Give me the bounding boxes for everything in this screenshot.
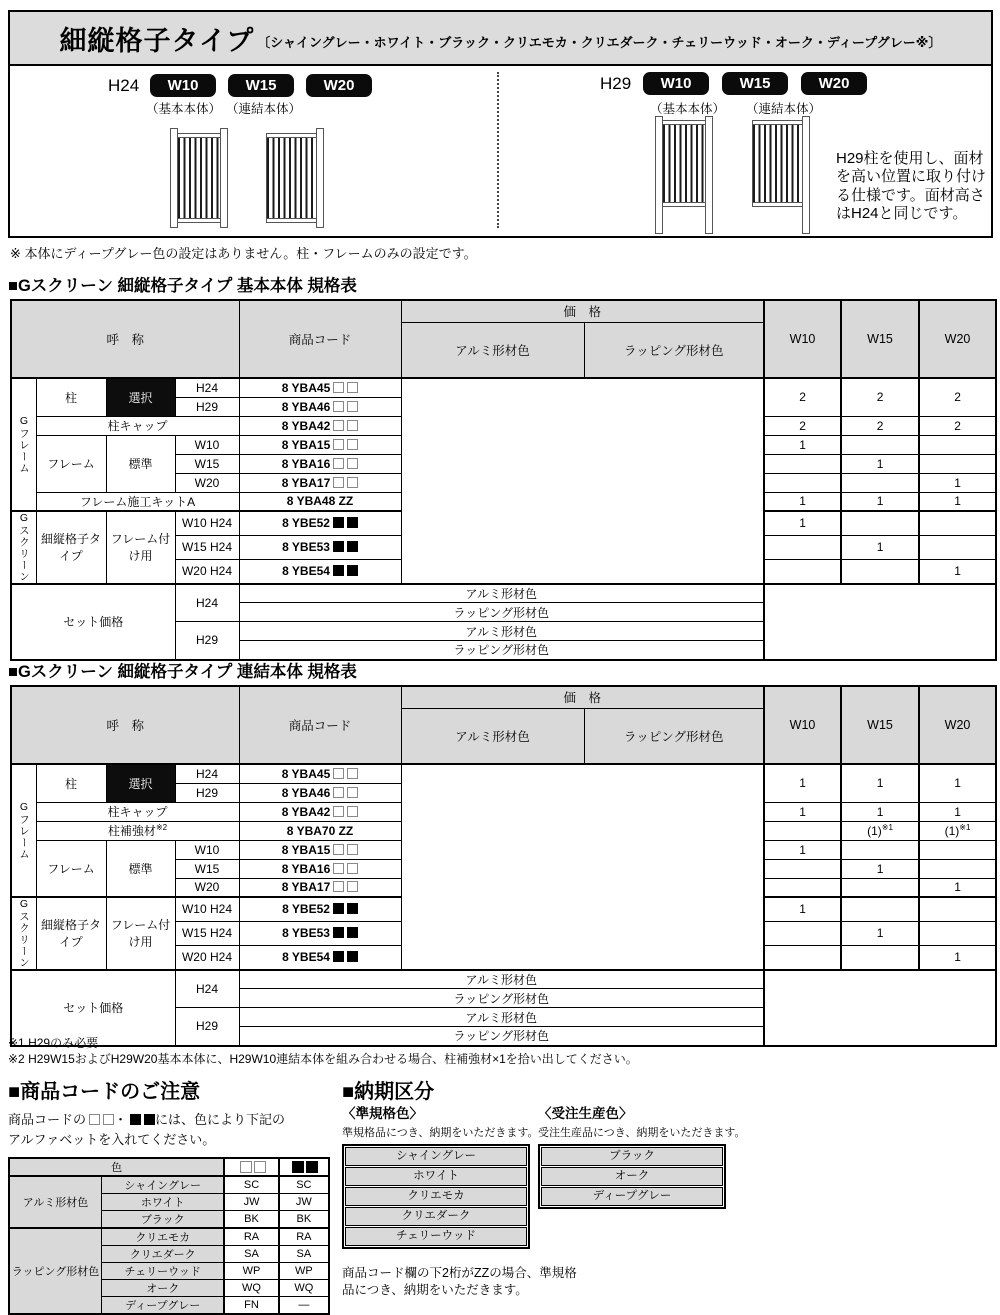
color-code-box-outline-icon (347, 806, 358, 817)
qty-cell: $(1)^{※1}$ (919, 821, 996, 840)
product-code-cell: 8 YBA15 (239, 840, 401, 859)
product-code-cell: 8 YBE53 (239, 535, 401, 559)
product-code-cell: 8 YBA70 ZZ (239, 821, 401, 840)
color-code-box-outline-icon (347, 439, 358, 450)
color-code: WP (224, 1263, 278, 1280)
color-code-box-filled-icon (333, 517, 344, 528)
size-cell: H29 (175, 397, 239, 416)
qty-cell: 2 (919, 416, 996, 435)
qty-cell-empty (841, 473, 919, 492)
size-cell: H24 (175, 378, 239, 397)
color-code-box-filled-icon (347, 927, 358, 938)
set-price-aluminum-row: アルミ形材色 (239, 584, 764, 603)
product-code-cell: 8 YBA45 (239, 378, 401, 397)
qty-cell-empty (764, 821, 841, 840)
color-name: チェリーウッド (102, 1263, 225, 1280)
color-code-box-outline-icon (333, 863, 344, 874)
product-code-cell: 8 YBA42 (239, 802, 401, 821)
color-code: SA (279, 1246, 329, 1263)
color-code-box-outline-icon (347, 787, 358, 798)
qty-cell: 1 (764, 802, 841, 821)
color-code: JW (224, 1194, 278, 1211)
set-price-h24: H24 (175, 970, 239, 1008)
set-price-wrapping-row: ラッピング形材色 (239, 603, 764, 622)
fence-lattice (266, 138, 317, 218)
qty-cell: 1 (919, 764, 996, 802)
product-code-cell: 8 YBA46 (239, 783, 401, 802)
set-price-h24: H24 (175, 584, 239, 622)
color-code: RA (224, 1228, 278, 1246)
color-code-box-outline-icon (333, 844, 344, 855)
diagram-area (10, 66, 991, 234)
group-gframe: Gフレーム (11, 378, 36, 511)
color-code-box-outline-icon (89, 1114, 100, 1125)
qty-cell: 1 (841, 921, 919, 945)
color-code-box-filled-icon (347, 903, 358, 914)
code-notice-title: ■商品コードのご注意 (8, 1081, 201, 1103)
qty-cell-empty (841, 897, 919, 921)
fence-post (802, 116, 810, 234)
footnote-2: ※2 H29W15およびH29W20基本本体に、H29W10連結本体を組み合わせる場合、柱補強材×1を拾い出してください。 (8, 1052, 638, 1066)
size-cell: W20 H24 (175, 945, 239, 969)
row-name-screen: 細縦格子タイプ (36, 897, 106, 970)
qty-cell-empty (919, 897, 996, 921)
w15-badge: W15 (228, 74, 294, 97)
w15-badge: W15 (722, 72, 788, 95)
product-code-cell: 8 YBE54 (239, 559, 401, 583)
set-price-blank-right (764, 584, 996, 660)
qty-cell: 1 (919, 945, 996, 969)
size-cell: W15 H24 (175, 921, 239, 945)
qty-cell: 2 (764, 378, 841, 416)
qty-cell: 1 (841, 535, 919, 559)
row-name-post-cap: 柱キャップ (36, 416, 239, 435)
row-name-post-reinforce: 柱補強材$^{※2}$ (36, 821, 239, 840)
color-code-table (8, 1157, 330, 1315)
color-code: FN (224, 1297, 278, 1315)
price-blank-area (401, 378, 764, 584)
qty-cell-empty (919, 511, 996, 535)
row-name-frame: フレーム (36, 840, 106, 897)
product-code-cell: 8 YBA17 (239, 473, 401, 492)
qty-cell-empty (919, 454, 996, 473)
h29-joint-fence-drawing (752, 116, 810, 234)
color-code-box-outline-icon (333, 458, 344, 469)
fence-rail (752, 202, 803, 207)
size-cell: W20 (175, 473, 239, 492)
qty-cell: 1 (841, 802, 919, 821)
color-code-box-outline-icon (347, 477, 358, 488)
basic-body-caption: （基本本体） (146, 102, 222, 116)
color-list-item: クリエモカ (345, 1187, 527, 1206)
color-list-item: オーク (541, 1167, 723, 1186)
fence-rail (662, 202, 706, 207)
qty-cell: 1 (841, 492, 919, 511)
size-cell: W10 (175, 840, 239, 859)
qty-cell: 1 (764, 511, 841, 535)
color-code: SC (224, 1176, 278, 1194)
color-name: クリエダーク (102, 1246, 225, 1263)
color-code-box-outline-icon (333, 420, 344, 431)
qty-cell: 2 (764, 416, 841, 435)
col-header-price: 価 格 (401, 300, 764, 322)
color-code-box-outline-icon (333, 768, 344, 779)
set-price-aluminum-row: アルミ形材色 (239, 1008, 764, 1027)
color-code: WQ (279, 1280, 329, 1297)
qty-cell-empty (841, 435, 919, 454)
qty-cell: 2 (919, 378, 996, 416)
qty-cell-empty (919, 921, 996, 945)
qty-cell-empty (841, 878, 919, 897)
qty-cell-empty (841, 559, 919, 583)
h29-description: H29柱を使用し、面材を高い位置に取り付ける仕様です。面材高さはH24と同じです。 (836, 150, 987, 222)
color-code-box-outline-icon (333, 881, 344, 892)
frame-type: 標準 (106, 840, 175, 897)
w10-badge: W10 (643, 72, 709, 95)
basic-body-caption: （基本本体） (650, 102, 726, 116)
qty-cell: 2 (841, 416, 919, 435)
delivery-category-section (342, 1075, 992, 1297)
fence-post (705, 116, 713, 234)
qty-cell: 1 (919, 492, 996, 511)
set-price-aluminum-row: アルミ形材色 (239, 970, 764, 989)
color-code-box-outline-icon (333, 401, 344, 412)
color-name: オーク (102, 1280, 225, 1297)
w20-badge: W20 (306, 74, 372, 97)
size-cell: W15 (175, 454, 239, 473)
semi-standard-desc: 準規格品につき、納期をいただきます。 (342, 1127, 539, 1139)
qty-cell: 1 (841, 764, 919, 802)
qty-cell-empty (919, 840, 996, 859)
color-code-box-outline-icon (333, 806, 344, 817)
product-code-cell: 8 YBE54 (239, 945, 401, 969)
code-notice-text: 商品コードの ・ には、色により下記の アルファベットを入れてください。 (8, 1112, 286, 1147)
size-cell: W10 H24 (175, 897, 239, 921)
qty-cell: 1 (919, 559, 996, 583)
col-header-price: 価 格 (401, 686, 764, 708)
color-code-box-outline-icon (240, 1161, 252, 1173)
qty-cell: 1 (764, 764, 841, 802)
color-code-box-outline-icon (347, 382, 358, 393)
color-code-box-filled-icon (333, 927, 344, 938)
color-code: BK (279, 1211, 329, 1229)
product-code-cell: 8 YBA48 ZZ (239, 492, 401, 511)
product-code-cell: 8 YBA15 (239, 435, 401, 454)
joint-spec-table (10, 685, 997, 1047)
color-code-box-filled-icon (347, 541, 358, 552)
color-code-box-filled-icon (306, 1161, 318, 1173)
h24-joint-fence-drawing (266, 128, 324, 228)
screen-mount-type: フレーム付け用 (106, 511, 175, 584)
col-header-w15: W15 (841, 300, 919, 378)
qty-cell: $(1)^{※1}$ (841, 821, 919, 840)
col-header-w20: W20 (919, 686, 996, 764)
color-code: SA (224, 1246, 278, 1263)
color-list-item: チェリーウッド (345, 1227, 527, 1246)
row-name-frame-kit: フレーム施工キットA (36, 492, 239, 511)
size-cell: W15 (175, 859, 239, 878)
set-price-aluminum-row: アルミ形材色 (239, 622, 764, 641)
qty-cell-empty (764, 878, 841, 897)
qty-cell-empty (919, 535, 996, 559)
qty-cell: 1 (764, 492, 841, 511)
color-code: WQ (224, 1280, 278, 1297)
col-header-name: 呼 称 (11, 300, 239, 378)
qty-cell: 1 (841, 454, 919, 473)
product-code-cell: 8 YBA16 (239, 454, 401, 473)
product-code-cell: 8 YBA16 (239, 859, 401, 878)
group-wrapping: ラッピング形材色 (9, 1228, 102, 1314)
size-cell: W10 H24 (175, 511, 239, 535)
filled-boxes-header (279, 1158, 329, 1176)
color-name: シャイングレー (102, 1176, 225, 1194)
color-code-box-outline-icon (333, 787, 344, 798)
color-code-box-outline-icon (347, 458, 358, 469)
set-price-blank-right (764, 970, 996, 1046)
color-code: SC (279, 1176, 329, 1194)
color-code-box-outline-icon (333, 477, 344, 488)
col-header-wrapping-color: ラッピング形材色 (584, 708, 764, 764)
fence-lattice (752, 125, 803, 202)
color-list-item: ディープグレー (541, 1187, 723, 1206)
qty-cell: 1 (764, 897, 841, 921)
qty-cell-empty (841, 840, 919, 859)
qty-cell: 1 (919, 802, 996, 821)
color-name: ブラック (102, 1211, 225, 1229)
color-code-box-filled-icon (333, 565, 344, 576)
qty-cell-empty (764, 454, 841, 473)
color-code-box-filled-icon (333, 541, 344, 552)
outline-boxes-header (224, 1158, 278, 1176)
qty-cell: 1 (764, 840, 841, 859)
dotted-divider (497, 72, 499, 228)
group-aluminum: アルミ形材色 (9, 1176, 102, 1228)
color-code-box-outline-icon (347, 401, 358, 412)
made-to-order-label: 〈受注生産色〉 (538, 1106, 633, 1121)
qty-cell: 2 (841, 378, 919, 416)
color-code-box-filled-icon (333, 903, 344, 914)
qty-cell: 1 (764, 435, 841, 454)
qty-cell-empty (764, 859, 841, 878)
product-code-cell: 8 YBA17 (239, 878, 401, 897)
color-code-box-filled-icon (130, 1114, 141, 1125)
col-header-code: 商品コード (239, 300, 401, 378)
qty-cell-empty (764, 559, 841, 583)
color-code-box-filled-icon (347, 565, 358, 576)
product-title-bar (10, 12, 991, 66)
qty-cell: 1 (841, 859, 919, 878)
fence-rail (266, 218, 317, 223)
h24-basic-fence-drawing (170, 128, 228, 228)
size-cell: W20 H24 (175, 559, 239, 583)
color-code-box-filled-icon (347, 517, 358, 528)
col-header-wrapping-color: ラッピング形材色 (584, 322, 764, 378)
color-code-box-outline-icon (254, 1161, 266, 1173)
basic-spec-table-title: ■Gスクリーン 細縦格子タイプ 基本本体 規格表 (8, 277, 357, 295)
qty-cell-empty (764, 945, 841, 969)
semi-standard-color-column (342, 1102, 577, 1297)
product-code-cell: 8 YBA46 (239, 397, 401, 416)
col-header-name: 呼 称 (11, 686, 239, 764)
color-code-box-outline-icon (347, 863, 358, 874)
fence-lattice (662, 125, 706, 202)
color-code: — (279, 1297, 329, 1315)
color-list-item: クリエダーク (345, 1207, 527, 1226)
color-name: ホワイト (102, 1194, 225, 1211)
product-code-cell: 8 YBE52 (239, 897, 401, 921)
color-code-box-filled-icon (333, 951, 344, 962)
joint-spec-table-title: ■Gスクリーン 細縦格子タイプ 連結本体 規格表 (8, 663, 357, 681)
color-name: クリエモカ (102, 1228, 225, 1246)
color-code-box-outline-icon (347, 420, 358, 431)
qty-cell-empty (841, 511, 919, 535)
screen-mount-type: フレーム付け用 (106, 897, 175, 970)
price-blank-area (401, 764, 764, 970)
product-overview-panel (8, 10, 993, 238)
semi-standard-label: 〈準規格色〉 (342, 1106, 423, 1121)
size-cell: W10 (175, 435, 239, 454)
row-name-post-cap: 柱キャップ (36, 802, 239, 821)
group-gscreen: Gスクリーン (11, 897, 36, 970)
made-to-order-color-column (538, 1102, 746, 1209)
set-price-wrapping-row: ラッピング形材色 (239, 989, 764, 1008)
qty-cell-empty (764, 535, 841, 559)
row-name-post: 柱 (36, 764, 106, 802)
color-code: RA (279, 1228, 329, 1246)
fence-rail (177, 218, 221, 223)
product-code-cell: 8 YBA42 (239, 416, 401, 435)
color-code-box-outline-icon (333, 382, 344, 393)
set-price-h29: H29 (175, 1008, 239, 1046)
size-cell: W15 H24 (175, 535, 239, 559)
color-list-item: シャイングレー (345, 1147, 527, 1166)
product-code-cell: 8 YBE53 (239, 921, 401, 945)
set-price-wrapping-row: ラッピング形材色 (239, 641, 764, 660)
col-header-code: 商品コード (239, 686, 401, 764)
color-code-box-filled-icon (347, 951, 358, 962)
w10-badge: W10 (150, 74, 216, 97)
color-name: ディープグレー (102, 1297, 225, 1315)
set-price-label: セット価格 (11, 970, 175, 1046)
color-header: 色 (9, 1158, 224, 1176)
color-code: BK (224, 1211, 278, 1229)
h29-label: H29 (600, 74, 632, 93)
h24-label: H24 (108, 76, 140, 95)
qty-cell-empty (764, 473, 841, 492)
row-name-post: 柱 (36, 378, 106, 416)
group-gscreen: Gスクリーン (11, 511, 36, 584)
group-gframe: Gフレーム (11, 764, 36, 897)
select-badge: 選択 (106, 378, 175, 416)
h29-basic-fence-drawing (655, 116, 713, 234)
deep-gray-note: ※ 本体にディープグレー色の設定はありません。柱・フレームのみの設定です。 (10, 246, 477, 261)
qty-cell-empty (764, 921, 841, 945)
qty-cell-empty (841, 945, 919, 969)
col-header-aluminum-color: アルミ形材色 (401, 322, 584, 378)
set-price-h29: H29 (175, 622, 239, 660)
size-cell: H29 (175, 783, 239, 802)
select-badge: 選択 (106, 764, 175, 802)
zz-code-note: 商品コード欄の下2桁がZZの場合、準規格品につき、納期をいただきます。 (342, 1266, 577, 1297)
made-to-order-desc: 受注生産品につき、納期をいただきます。 (538, 1127, 746, 1139)
color-list-item: ホワイト (345, 1167, 527, 1186)
product-color-list: 〔シャイングレー・ホワイト・ブラック・クリエモカ・クリエダーク・チェリーウッド・オーク・ディープグレー※〕 (257, 34, 942, 50)
qty-cell-empty (919, 859, 996, 878)
delivery-title: ■納期区分 (342, 1081, 435, 1103)
fence-lattice (177, 138, 221, 218)
fence-post (316, 128, 324, 228)
color-code-box-outline-icon (347, 768, 358, 779)
color-code-box-outline-icon (347, 844, 358, 855)
col-header-aluminum-color: アルミ形材色 (401, 708, 584, 764)
frame-type: 標準 (106, 435, 175, 492)
set-price-label: セット価格 (11, 584, 175, 660)
joint-body-caption: （連結本体） (746, 102, 822, 116)
col-header-w10: W10 (764, 300, 841, 378)
product-code-cell: 8 YBE52 (239, 511, 401, 535)
product-type-title: 細縦格子タイプ (59, 25, 255, 56)
color-code-box-filled-icon (292, 1161, 304, 1173)
joint-body-caption: （連結本体） (226, 102, 302, 116)
w20-badge: W20 (801, 72, 867, 95)
qty-cell: 1 (919, 878, 996, 897)
made-to-order-color-list (538, 1144, 726, 1209)
color-code-box-outline-icon (333, 439, 344, 450)
color-code-box-outline-icon (347, 881, 358, 892)
color-code-box-outline-icon (103, 1114, 114, 1125)
color-code: JW (279, 1194, 329, 1211)
semi-standard-color-list (342, 1144, 530, 1249)
qty-cell-empty (919, 435, 996, 454)
set-price-wrapping-row: ラッピング形材色 (239, 1027, 764, 1046)
footnote-1: ※1 H29のみ必要 (8, 1036, 99, 1050)
size-cell: W20 (175, 878, 239, 897)
fence-post (220, 128, 228, 228)
qty-cell: 1 (919, 473, 996, 492)
product-code-notice-section (8, 1075, 338, 1315)
col-header-w15: W15 (841, 686, 919, 764)
row-name-frame: フレーム (36, 435, 106, 492)
color-list-item: ブラック (541, 1147, 723, 1166)
color-code: WP (279, 1263, 329, 1280)
product-code-cell: 8 YBA45 (239, 764, 401, 783)
row-name-screen: 細縦格子タイプ (36, 511, 106, 584)
basic-spec-table (10, 299, 997, 661)
size-cell: H24 (175, 764, 239, 783)
col-header-w20: W20 (919, 300, 996, 378)
color-code-box-filled-icon (144, 1114, 155, 1125)
col-header-w10: W10 (764, 686, 841, 764)
